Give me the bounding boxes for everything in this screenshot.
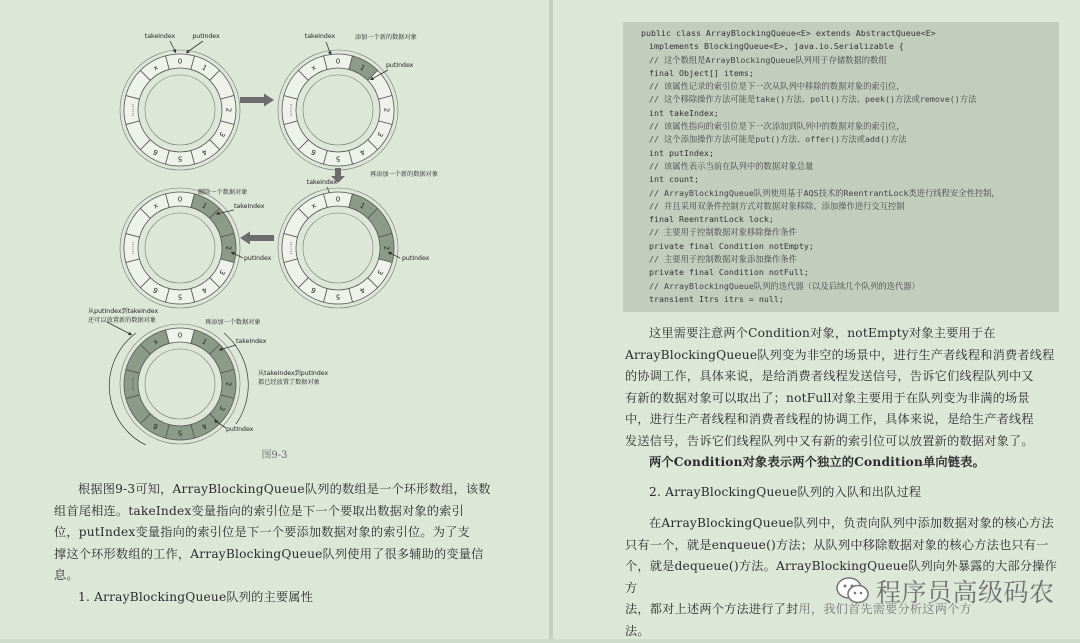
ring-cell-label: 5 <box>177 428 183 437</box>
text-line: 根据图9-3可知，ArrayBlockingQueue队列的数组是一个环形数组，该数 <box>78 482 491 496</box>
ring-cell-label: ...... <box>127 377 136 391</box>
ring-cell-label: 0 <box>335 195 341 204</box>
code-line: final Object[] items; <box>649 67 754 78</box>
ring-cell-label: 3 <box>217 268 227 277</box>
label-add-new: 添加一个新的数据对象 <box>355 34 417 41</box>
code-line: // 该属性记录的索引位是下一次从队列中移除的数据对象的索引位， <box>649 81 905 92</box>
ring-inner-circle <box>303 75 373 145</box>
ring-cell-label: 4 <box>358 285 367 295</box>
text-line: ArrayBlockingQueue队列变为非空的场景中，进行生产者线程和消费者线程 <box>625 347 1055 362</box>
code-line: // ArrayBlockingQueue队列使用基于AQS技术的ReentrantLock类进行线程安全性控制， <box>649 187 1000 198</box>
code-line: // 这个移除操作方法可能是take()方法、poll()方法、peek()方法或remove()方法 <box>649 94 977 105</box>
code-line: public class ArrayBlockingQueue<E> extends AbstractQueue<E> <box>641 28 936 38</box>
pointer-arrow-head <box>186 49 190 53</box>
ring-cell-label: 4 <box>200 285 209 295</box>
ring-cell-label: 1 <box>200 337 209 347</box>
text-line: 法。 <box>625 623 650 638</box>
ring-cell-label: 1 <box>200 63 209 73</box>
label-add-again2: 再添加一个数据对象 <box>205 319 261 326</box>
section-heading-1: 1. ArrayBlockingQueue队列的主要属性 <box>78 590 314 604</box>
code-line: private final Condition notFull; <box>649 267 809 278</box>
ring-cell-label: 5 <box>177 154 183 163</box>
ring-cell-label: 3 <box>217 404 227 413</box>
label-take-index: takeIndex <box>304 33 336 40</box>
text-line: 发送信号，告诉它们线程队列中又有新的索引位可以放置新的数据对象了。 <box>625 433 1034 448</box>
ring-cell-label: 6 <box>309 147 318 157</box>
text-line: 在ArrayBlockingQueue队列中，负责向队列中添加数据对象的核心方法 <box>649 516 1054 530</box>
wechat-icon <box>836 576 870 606</box>
ring-cell-label: 1 <box>200 201 209 211</box>
ring-inner-circle <box>145 213 215 283</box>
text-line: 息。 <box>54 568 79 583</box>
ring-cell-label: 6 <box>151 147 160 157</box>
label-put-to-take: 从putIndex到takeIndex <box>88 308 159 315</box>
code-line: implements BlockingQueue<E>, java.io.Serializable { <box>649 41 904 52</box>
obscured-text: 用，我们首先需要分析这两个方 <box>798 602 972 617</box>
ring-cell-label: 0 <box>335 57 341 66</box>
ring-cell-label: 6 <box>309 285 318 295</box>
figure-caption: 图9-3 <box>261 450 288 461</box>
text-line: 的协调工作，具体来说，是给消费者线程发送信号，告诉它们线程队列中又 <box>625 369 1034 384</box>
code-line: // 主要用于控制数据对象添加操作条件 <box>649 254 797 265</box>
ring-cell-label: x <box>151 63 160 73</box>
code-line: // 主要用于控制数据对象移除操作条件 <box>649 227 797 238</box>
ring-cell-label: x <box>151 337 160 347</box>
transition-arrow <box>240 232 274 245</box>
label-take-to-put: 都已经放置了数据对象 <box>258 379 320 386</box>
ring-cell-label: 0 <box>177 331 183 340</box>
label-take-index: takeIndex <box>144 33 176 40</box>
ring-cell-label: 1 <box>358 63 367 73</box>
code-line: final ReentrantLock lock; <box>649 214 774 225</box>
ring-cell-label: 6 <box>151 285 160 295</box>
ring-cell-label: 5 <box>335 292 341 301</box>
ring-cell-label: 3 <box>375 130 385 139</box>
ring-cell-label: ...... <box>127 241 136 255</box>
ring-cell-label: 2 <box>382 107 391 113</box>
label-put-to-take: 还可以放置新的数据对象 <box>88 317 157 324</box>
ring-cell-label: 4 <box>200 147 209 157</box>
ring-buffer-figure <box>0 0 549 445</box>
line-start: 法，都对上述两个方法进行了封 <box>625 602 799 617</box>
label-put-index: putIndex <box>192 33 220 40</box>
ring-inner-circle <box>303 213 373 283</box>
label-remove-one: 删除一个数据对象 <box>198 189 248 196</box>
right-page <box>553 0 1080 639</box>
ring-cell-label: 0 <box>177 195 183 204</box>
ring-cell-label: x <box>309 63 318 73</box>
label-put-index: putIndex <box>244 255 272 262</box>
label-put-index: putIndex <box>226 426 254 433</box>
ring-inner-circle <box>145 349 215 419</box>
code-line: int putIndex; <box>649 147 714 158</box>
code-line: // 这个数组是ArrayBlockingQueue队列用于存储数据的数组 <box>649 54 887 65</box>
ring-cell-label: 2 <box>224 381 233 387</box>
label-put-index: putIndex <box>386 62 414 69</box>
watermark-text: 程序员高级码农 <box>876 578 1055 607</box>
ring-cell-label: 4 <box>200 421 209 431</box>
right-paragraph-1 <box>625 323 1057 453</box>
text-line: 只有一个，就是enqueue()方法；从队列中移除数据对象的核心方法也只有一 <box>625 537 1049 552</box>
ring-cell-label: ...... <box>127 103 136 117</box>
code-line: // 该属性指向的索引位是下一次添加到队列中的数据对象的索引位， <box>649 121 905 132</box>
left-paragraph <box>54 479 500 587</box>
ring-cell-label: ...... <box>285 241 294 255</box>
section-heading-2: 2. ArrayBlockingQueue队列的入队和出队过程 <box>649 485 922 499</box>
code-line: int takeIndex; <box>649 107 719 118</box>
ring-cell-label: 0 <box>177 57 183 66</box>
label-take-to-put: 从takeIndex到putIndex <box>258 370 329 377</box>
label-take-index: takeIndex <box>234 203 265 210</box>
code-line: // 并且采用双条件控制方式对数据对象移除、添加操作进行交互控制 <box>649 200 905 211</box>
text-line: 组首尾相连。takeIndex变量指向的索引位是下一个要取出数据对象的索引 <box>54 503 464 518</box>
code-line: int count; <box>649 174 699 185</box>
code-block <box>623 22 1059 312</box>
watermark <box>836 569 1062 613</box>
text-line: 个，就是dequeue()方法。ArrayBlockingQueue队列向外暴露的大部分操作方 <box>625 559 1057 595</box>
ring-cell-label: 3 <box>375 268 385 277</box>
ring-inner-circle <box>145 75 215 145</box>
ring-cell-label: 3 <box>217 130 227 139</box>
label-put-index: putIndex <box>402 255 430 262</box>
ring-cell-label: 6 <box>151 421 160 431</box>
transition-arrow <box>240 94 274 107</box>
text-line: 这里需要注意两个Condition对象，notEmpty对象主要用于在 <box>649 326 996 340</box>
ring-cell-label: ...... <box>285 103 294 117</box>
ring-cell-label: 2 <box>224 107 233 113</box>
code-line: // 该属性表示当前在队列中的数据对象总量 <box>649 160 814 171</box>
bold-statement: 两个Condition对象表示两个独立的Condition单向链表。 <box>649 455 985 469</box>
ring-cell-label: 2 <box>224 245 233 251</box>
text-line: 位，putIndex变量指向的索引位是下一个要添加数据对象的索引位。为了支 <box>54 525 470 540</box>
ring-cell-label: 1 <box>358 201 367 211</box>
ring-cell-label: x <box>309 201 318 211</box>
ring-cell-label: 5 <box>177 292 183 301</box>
label-add-again: 再添加一个新的数据对象 <box>370 171 439 178</box>
ring-cell-label: 5 <box>335 154 341 163</box>
label-take-index: takeIndex <box>306 179 338 186</box>
code-line: transient Itrs itrs = null; <box>649 293 784 304</box>
code-line: // 这个添加操作方法可能是put()方法、offer()方法或add()方法 <box>649 134 907 145</box>
ring-cell-label: 4 <box>358 147 367 157</box>
ring-cell-label: x <box>151 201 160 211</box>
code-line: // ArrayBlockingQueue队列的迭代器（以及后续几个队列的迭代器） <box>649 280 920 291</box>
code-line: private final Condition notEmpty; <box>649 240 814 251</box>
text-line: 撑这个环形数组的工作，ArrayBlockingQueue队列使用了很多辅助的变量信 <box>54 546 484 561</box>
text-line: 中，进行生产者线程和消费者线程的协调工作，具体来说，是给生产者线程 <box>625 412 1034 427</box>
ring-cell-label: 2 <box>382 245 391 251</box>
label-take-index: takeIndex <box>236 338 267 345</box>
text-line: 有新的数据对象可以取出了；notFull对象主要用于在队列变为非满的场景 <box>625 390 1030 405</box>
